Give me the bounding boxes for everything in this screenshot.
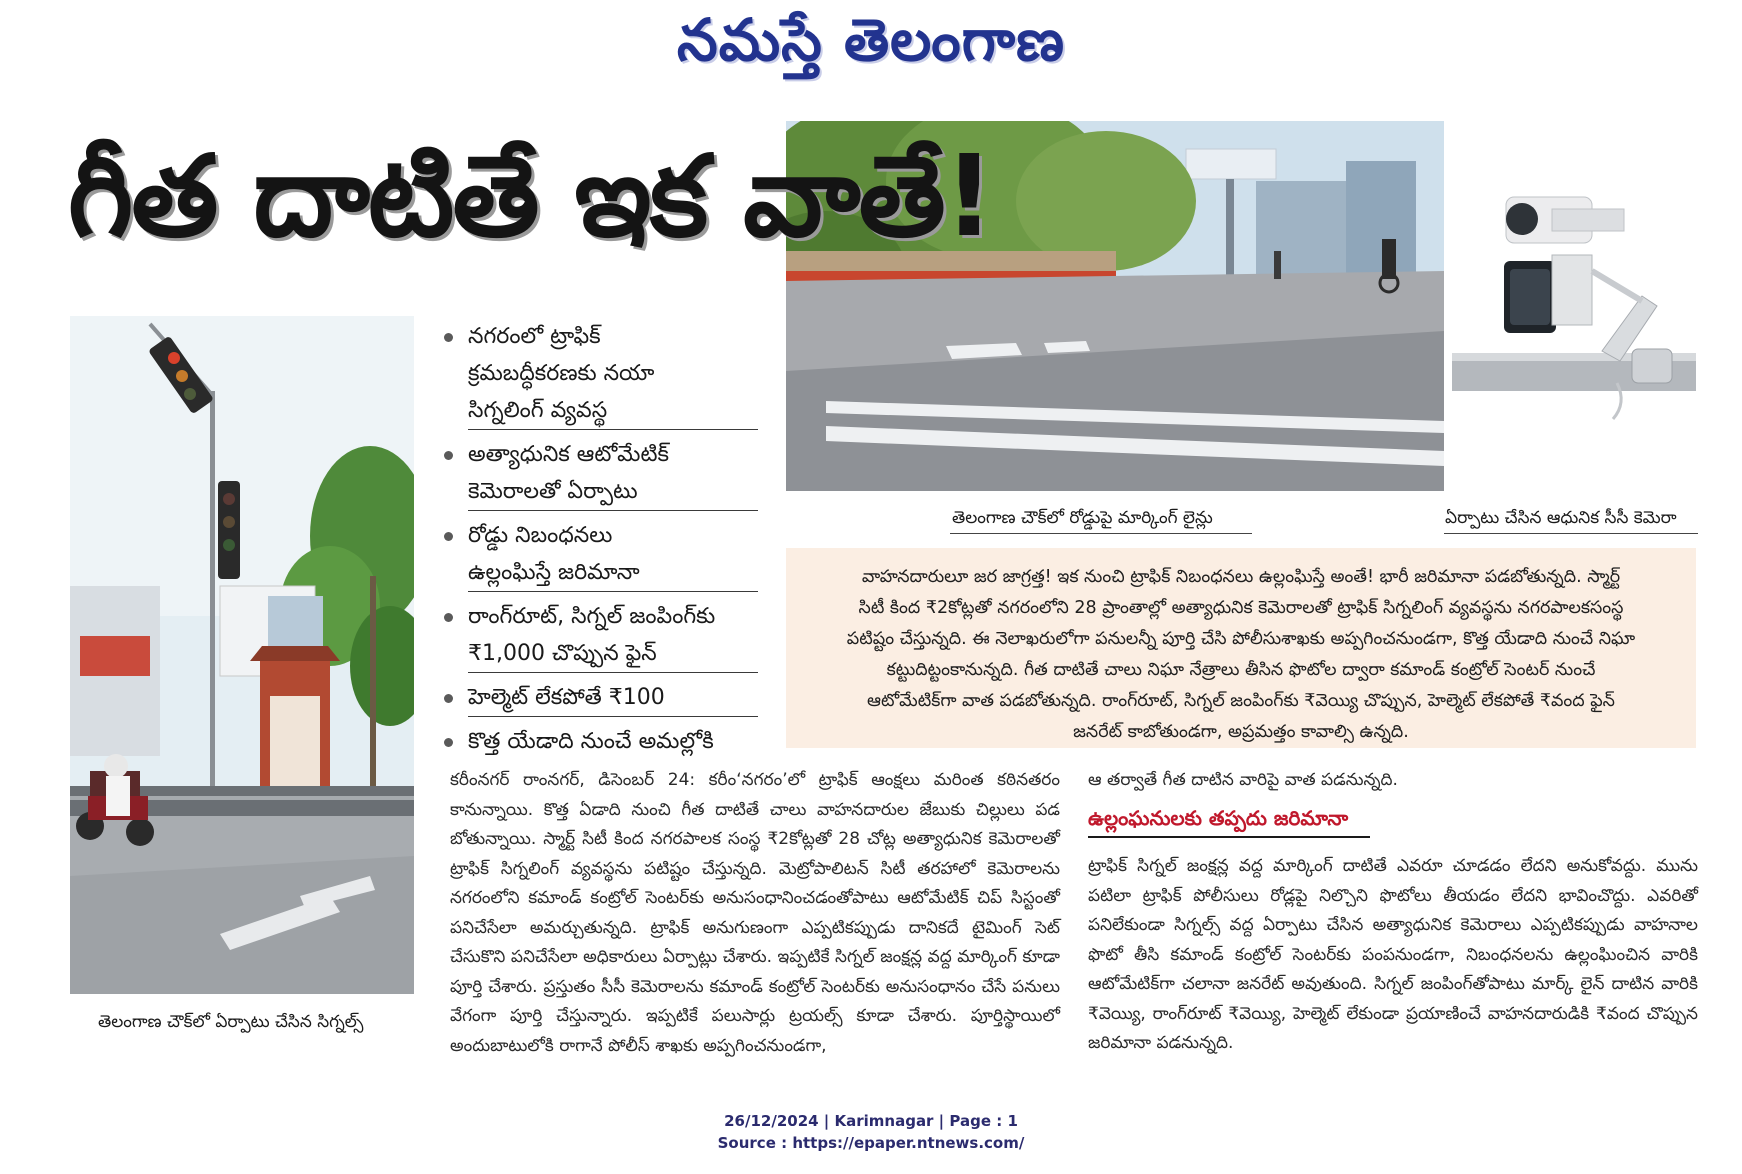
highlight-item (438, 436, 758, 511)
summary-box (786, 548, 1696, 748)
footer-date-line: 26/12/2024 | Karimnagar | Page : 1 (724, 1112, 1018, 1130)
road-photo-caption: తెలంగాణ చౌక్‌లో రోడ్డుపై మార్కింగ్ లైన్లు (952, 508, 1213, 528)
highlight-line: రోడ్డు నిబంధనలు (468, 523, 613, 548)
bullet-dot (444, 451, 453, 460)
camera-caption-underline (1444, 533, 1698, 534)
headline: గీత దాటితే ఇక వాతే! (68, 132, 993, 262)
road-caption-underline (950, 533, 1252, 534)
body-paragraph: ట్రాఫిక్ సిగ్నల్ జంక్షన్ల వద్ద మార్కింగ్ దాటితే ఎవరూ చూడడం లేదని అనుకోవద్దు. మును పటిలా ట్రాఫిక్ పోలీసులు రోడ్లపై నిల్చొని ఫొటోలు తీయడం లేదని భావించొద్దు. ఎవరితో పనిలేకుండా సిగ్నల్స్ వద్ద ఏర్పాటు చేసిన అత్యాధునిక కెమెరాలు ఎప్పటికప్పుడు వాహనాల ఫొటో తీసి కమాండ్ కంట్రోల్ సెంటర్‌కు పంపనుండగా, నిబంధనలను ఉల్లంఘించిన వారికి ఆటోమేటిక్‌గా చలానా జనరేట్ అవుతుంది. సిగ్నల్ జంపింగ్‌తోపాటు మార్క్ లైన్ దాటిన వారికి ₹వెయ్యి, రాంగ్‌రూట్ ₹వెయ్యి, హెల్మెట్ లేకుండా ప్రయాణించే వాహనదారుడికి ₹వంద చొప్పున జరిమానా పడనున్నది. (1088, 856, 1698, 1053)
highlight-item (438, 517, 758, 592)
highlight-line: కొత్త యేడాది నుంచే అమల్లోకి (468, 729, 714, 754)
summary-line: కట్టుదిట్టంకానున్నది. గీత దాటితే చాలు నిఘా నేత్రాలు తీసిన ఫొటోల ద్వారా కమాండ్ కంట్రోల్ సెంటర్ నుంచే (886, 660, 1596, 680)
article-body-left (450, 766, 1060, 1061)
highlight-line: అత్యాధునిక ఆటోమేటిక్ (468, 442, 669, 467)
subheading: ఉల్లంఘనులకు తప్పదు జరిమానా (1088, 806, 1349, 830)
highlight-line: ఉల్లంఘిస్తే జరిమానా (468, 554, 758, 592)
summary-line: పటిష్టం చేస్తున్నది. ఈ నెలాఖరులోగా పనులన్నీ పూర్తి చేసి పోలీసుశాఖకు అప్పగించనుండగా, కొత్త యేడాది నుంచే నిఘా (846, 629, 1636, 649)
camera-photo-caption: ఏర్పాటు చేసిన ఆధునిక సీసీ కెమెరా (1445, 508, 1677, 528)
body-intro: ఆ తర్వాతే గీత దాటిన వారిపై వాత పడనున్నది. (1088, 770, 1398, 790)
highlight-line: ₹1,000 చొప్పున ఫైన్ (468, 635, 758, 673)
subheading-underline (1088, 836, 1370, 838)
traffic-signal-photo (70, 316, 414, 994)
signal-photo-caption: తెలంగాణ చౌక్‌లో ఏర్పాటు చేసిన సిగ్నల్స్ (98, 1012, 364, 1032)
highlight-line: హెల్మెట్ లేకపోతే ₹100 (468, 679, 758, 717)
bullet-dot (444, 532, 453, 541)
body-paragraph: కరీంనగర్ రాంనగర్, డిసెంబర్ 24: కరీం‘నగరం’లో ట్రాఫిక్ ఆంక్షలు మరింత కఠినతరం కానున్నాయి. కొత్త ఏడాది నుంచి గీత దాటితే చాలు వాహనదారుల జేబుకు చిల్లులు పడ బోతున్నాయి. స్మార్ట్ సిటీ కింద నగరపాలక సంస్థ ₹2కోట్లతో 28 చోట్ల అత్యాధునిక కెమెరాలతో ట్రాఫిక్ సిగ్నలింగ్ వ్యవస్థను పటిష్టం చేస్తున్నది. మెట్రోపాలిటన్ సిటీ తరహాలో కెమెరాలను నగరంలోని కమాండ్ కంట్రోల్ సెంటర్‌కు అనుసంధానించడంతోపాటు ఆటోమేటిక్ చిప్ సిస్టంతో పనిచేసేలా అమర్చుతున్నది. ట్రాఫిక్ అనుగుణంగా ఎప్పటికప్పుడు దానికదే టైమింగ్ సెట్ చేసుకొని పనిచేసేలా అధికారులు ఏర్పాట్లు చేశారు. ఇప్పటికే సిగ్నల్ జంక్షన్ల వద్ద మార్కింగ్ కూడా పూర్తి చేశారు. ప్రస్తుతం సీసీ కెమెరాలను కమాండ్ కంట్రోల్ సెంటర్‌కు అనుసంధానం చేసే పనులు వేగంగా పూర్తి చేస్తున్నారు. ఇప్పటికే పలుసార్లు ట్రయల్స్ కూడా చేశారు. పూర్తిస్థాయిలో అందుబాటులోకి రాగానే పోలీస్ శాఖకు అప్పగించనుండగా, (450, 770, 1060, 1056)
article-body-right-main (1088, 852, 1698, 1059)
highlights-list (438, 318, 758, 760)
bullet-dot (444, 694, 453, 703)
summary-line: వాహనదారులూ జర జాగ్రత్త! ఇక నుంచి ట్రాఫిక్ నిబంధనలు ఉల్లంఘిస్తే అంతే! భారీ జరిమానా పడబోతున్నది. స్మార్ట్ (861, 567, 1621, 587)
summary-line: ఆటోమేటిక్‌గా వాత పడబోతున్నది. రాంగ్‌రూట్, సిగ్నల్ జంపింగ్‌కు ₹వెయ్యి చొప్పున, హెల్మెట్ లేకపోతే ₹వంద ఫైన్ (867, 691, 1615, 711)
highlight-item (438, 679, 758, 717)
cc-camera-photo (1452, 121, 1696, 491)
highlight-item (438, 598, 758, 673)
highlight-line: క్రమబద్ధీకరణకు నయా (468, 361, 655, 386)
highlight-item (438, 318, 758, 430)
bullet-dot (444, 333, 453, 342)
highlight-line: కెమెరాలతో ఏర్పాటు (468, 473, 758, 511)
highlight-item (438, 723, 758, 760)
summary-line: జనరేట్ కాబోతుండగా, అప్రమత్తం కావాల్సి ఉన్నది. (1073, 722, 1409, 742)
highlight-line: సిగ్నలింగ్ వ్యవస్థ (468, 392, 758, 430)
summary-line: సిటీ కింద ₹2కోట్లతో నగరంలోని 28 ప్రాంతాల్లో అత్యాధునిక కెమెరాలతో ట్రాఫిక్ సిగ్నలింగ్ వ్యవస్థను నగరపాలకసంస్థ (858, 598, 1624, 618)
bullet-dot (444, 613, 453, 622)
bullet-dot (444, 738, 453, 747)
article-body-right (1088, 766, 1698, 796)
masthead-logo: నమస్తే తెలంగాణ (677, 6, 1065, 74)
highlight-line: నగరంలో ట్రాఫిక్ (468, 324, 601, 349)
footer-source-line: Source : https://epaper.ntnews.com/ (717, 1134, 1025, 1152)
highlight-line: రాంగ్‌రూట్, సిగ్నల్ జంపింగ్‌కు (468, 604, 716, 629)
